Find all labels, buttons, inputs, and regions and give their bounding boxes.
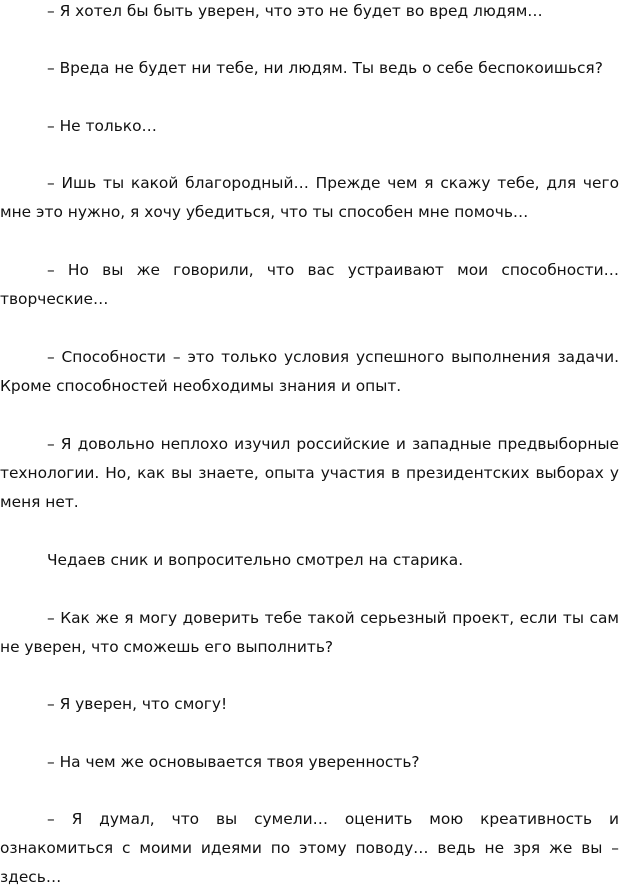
paragraph-2: – Вреда не будет ни тебе, ни людям. Ты ведь о себе беспокоишься? [47,59,603,77]
paragraph-4: – Ишь ты какой благородный… Прежде чем я скажу тебе, для чего мне это нужно, я хочу убедиться, что ты способен мне помочь… [0,174,619,221]
paragraph-9: – Как же я могу доверить тебе такой серьезный проект, если ты сам не уверен, что сможешь его выполнить? [0,609,619,656]
paragraph-6: – Способности – это только условия успешного выполнения задачи. Кроме способностей необходимы знания и опыт. [0,348,619,395]
paragraph-11: – На чем же основывается твоя уверенность? [47,753,420,771]
paragraph-8: Чедаев сник и вопросительно смотрел на старика. [47,551,464,569]
paragraph-3: – Не только… [47,117,157,135]
paragraph-7: – Я довольно неплохо изучил российские и западные предвыборные технологии. Но, как вы знаете, опыта участия в президентских выборах у меня нет. [0,435,619,511]
paragraph-1: – Я хотел бы быть уверен, что это не будет во вред людям… [47,2,543,20]
paragraph-10: – Я уверен, что смогу! [47,695,228,713]
paragraph-5: – Но вы же говорили, что вас устраивают мои способности… творческие… [0,261,619,308]
paragraph-12: – Я думал, что вы сумели… оценить мою креативность и ознакомиться с моими идеями по этому поводу… ведь не зря же вы – здесь… [0,810,619,886]
